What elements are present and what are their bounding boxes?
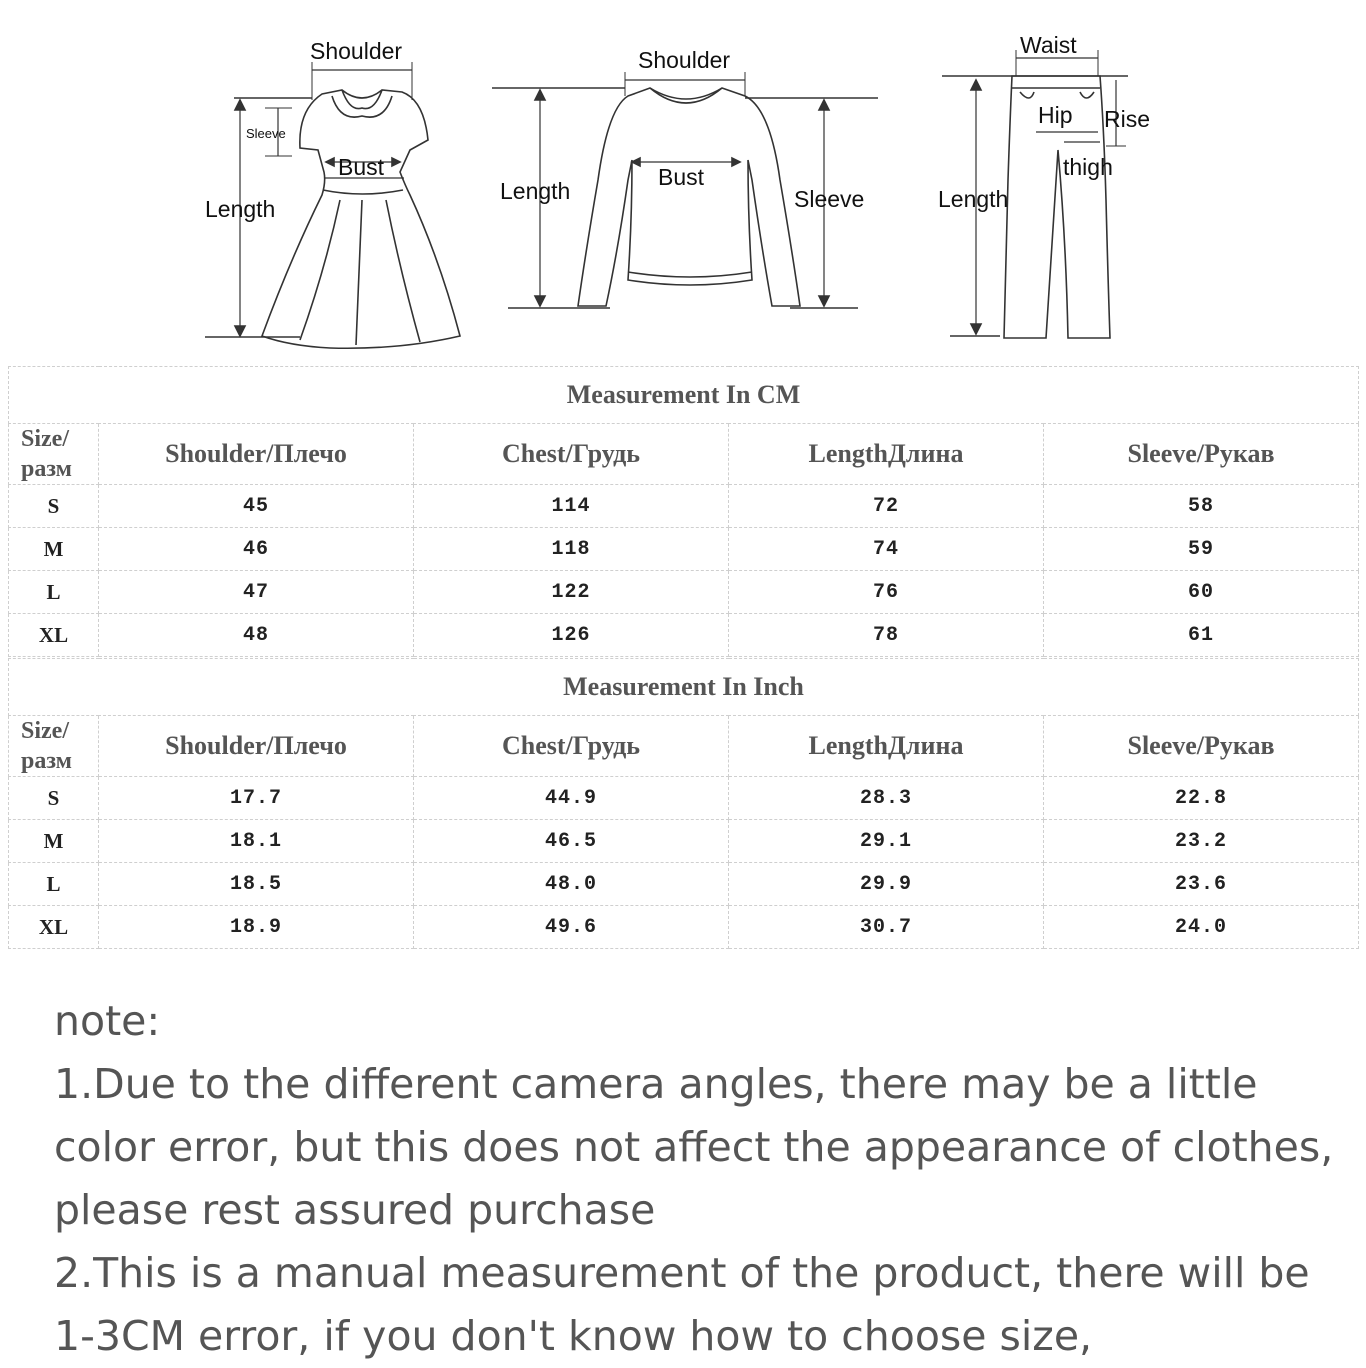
shirt-bust-label: Bust xyxy=(658,164,705,190)
column-header-shoulder: Shoulder/Плечо xyxy=(99,424,414,485)
column-header-length: LengthДлина xyxy=(729,424,1044,485)
sleeve-cell: 23.2 xyxy=(1044,820,1359,863)
pants-length-label: Length xyxy=(938,186,1009,212)
sleeve-cell: 23.6 xyxy=(1044,863,1359,906)
table-row xyxy=(9,485,1359,528)
pants-thigh-label: thigh xyxy=(1063,154,1113,180)
size-cell: L xyxy=(9,863,99,906)
table-title: Measurement In Inch xyxy=(9,659,1359,716)
shoulder-cell: 17.7 xyxy=(99,777,414,820)
column-header-shoulder: Shoulder/Плечо xyxy=(99,716,414,777)
pants-waist-label: Waist xyxy=(1020,32,1077,58)
shoulder-cell: 46 xyxy=(99,528,414,571)
note-item: 1.Due to the different camera angles, there may be a little color error, but this does not affect the appearance of clothes, please rest assured purchase xyxy=(54,1060,1334,1234)
notes-section xyxy=(54,990,1344,1368)
chest-cell: 122 xyxy=(414,571,729,614)
size-cell: XL xyxy=(9,614,99,657)
table-title-row xyxy=(9,367,1359,424)
shoulder-cell: 18.5 xyxy=(99,863,414,906)
sleeve-cell: 59 xyxy=(1044,528,1359,571)
column-header-chest: Chest/Грудь xyxy=(414,716,729,777)
length-cell: 76 xyxy=(729,571,1044,614)
table-row xyxy=(9,571,1359,614)
column-header-chest: Chest/Грудь xyxy=(414,424,729,485)
table-row xyxy=(9,614,1359,657)
size-cell: S xyxy=(9,777,99,820)
sleeve-cell: 61 xyxy=(1044,614,1359,657)
table-title-row xyxy=(9,659,1359,716)
measurement-cm-table xyxy=(8,366,1359,657)
chest-cell: 48.0 xyxy=(414,863,729,906)
shoulder-cell: 18.9 xyxy=(99,906,414,949)
size-cell: M xyxy=(9,820,99,863)
table-row xyxy=(9,820,1359,863)
length-cell: 29.1 xyxy=(729,820,1044,863)
chest-cell: 46.5 xyxy=(414,820,729,863)
size-cell: S xyxy=(9,485,99,528)
sleeve-cell: 22.8 xyxy=(1044,777,1359,820)
table-row xyxy=(9,906,1359,949)
column-header-length: LengthДлина xyxy=(729,716,1044,777)
length-cell: 29.9 xyxy=(729,863,1044,906)
chest-cell: 49.6 xyxy=(414,906,729,949)
size-cell: XL xyxy=(9,906,99,949)
length-cell: 78 xyxy=(729,614,1044,657)
table-header-row xyxy=(9,424,1359,485)
shirt-length-label: Length xyxy=(500,178,571,204)
table-header-row xyxy=(9,716,1359,777)
length-cell: 28.3 xyxy=(729,777,1044,820)
size-cell: L xyxy=(9,571,99,614)
shoulder-cell: 48 xyxy=(99,614,414,657)
column-header-sleeve: Sleeve/Рукав xyxy=(1044,424,1359,485)
shirt-shoulder-label: Shoulder xyxy=(638,47,731,73)
length-cell: 74 xyxy=(729,528,1044,571)
chest-cell: 126 xyxy=(414,614,729,657)
pants-rise-label: Rise xyxy=(1104,106,1151,132)
column-header-size: Size/ разм xyxy=(9,716,99,777)
table-title: Measurement In CM xyxy=(9,367,1359,424)
length-cell: 30.7 xyxy=(729,906,1044,949)
note-item: 2.This is a manual measurement of the product, there will be 1-3CM error, if you don't know how to choose size, xyxy=(54,1249,1310,1360)
sleeve-cell: 24.0 xyxy=(1044,906,1359,949)
chest-cell: 114 xyxy=(414,485,729,528)
measurement-inch-table xyxy=(8,658,1359,949)
shirt-sleeve-label: Sleeve xyxy=(794,186,865,212)
chest-cell: 44.9 xyxy=(414,777,729,820)
column-header-sleeve: Sleeve/Рукав xyxy=(1044,716,1359,777)
shoulder-cell: 45 xyxy=(99,485,414,528)
garment-diagrams xyxy=(0,0,1366,360)
shoulder-cell: 47 xyxy=(99,571,414,614)
pants-hip-label: Hip xyxy=(1038,102,1073,128)
sleeve-cell: 60 xyxy=(1044,571,1359,614)
dress-shoulder-label: Shoulder xyxy=(310,38,403,64)
sleeve-cell: 58 xyxy=(1044,485,1359,528)
dress-bust-label: Bust xyxy=(338,154,385,180)
size-cell: M xyxy=(9,528,99,571)
table-row xyxy=(9,528,1359,571)
table-row xyxy=(9,863,1359,906)
column-header-size: Size/ разм xyxy=(9,424,99,485)
length-cell: 72 xyxy=(729,485,1044,528)
dress-length-label: Length xyxy=(205,196,276,222)
chest-cell: 118 xyxy=(414,528,729,571)
shoulder-cell: 18.1 xyxy=(99,820,414,863)
table-row xyxy=(9,777,1359,820)
notes-heading: note: xyxy=(54,997,161,1045)
dress-sleeve-label: Sleeve xyxy=(246,126,286,141)
